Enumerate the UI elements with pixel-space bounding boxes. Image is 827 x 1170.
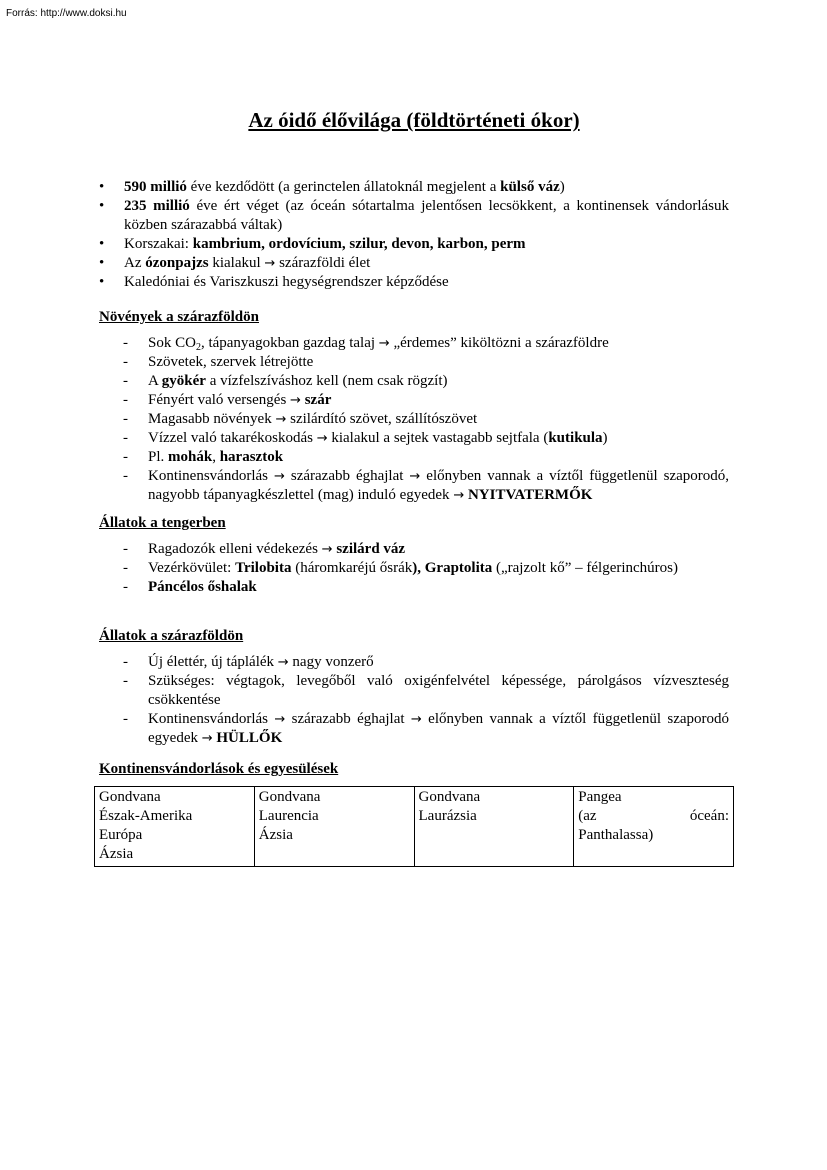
text: ) (559, 179, 565, 195)
list-item: - Magasabb növények → szilárdító szövet, szállítószövet (99, 410, 729, 429)
list-item: - Fényért való versengés → szár (99, 391, 729, 410)
source-note: Forrás: http://www.doksi.hu (6, 8, 127, 19)
arrow-icon: → (409, 469, 421, 484)
plants-list (99, 334, 729, 505)
text: Az (124, 255, 146, 271)
list-item: - Vízzel való takarékoskodás → kialakul a sejtek vastagabb sejtfala (kutikula) (99, 429, 729, 448)
arrow-icon: → (453, 488, 465, 503)
list-item: - Új élettér, új táplálék → nagy vonzerő (99, 653, 729, 672)
arrow-icon: → (201, 731, 213, 746)
bold-text: 590 millió (124, 179, 187, 195)
page-title: Az óidő élővilága (földtörténeti ókor) (248, 108, 580, 132)
list-item: - Vezérkövület: Trilobita (háromkaréjú ősrák), Graptolita („rajzolt kő” – félgerinchúros) (99, 559, 729, 578)
bold-text: kambrium, ordovícium, szilur, devon, karbon, perm (192, 236, 526, 252)
bullet-item (99, 273, 729, 292)
arrow-icon: → (378, 336, 390, 351)
list-item: - Szövetek, szervek létrejötte (99, 353, 729, 372)
plants-section (99, 308, 729, 505)
arrow-icon: → (275, 412, 287, 427)
arrow-icon: → (274, 712, 286, 727)
arrow-icon: → (264, 256, 276, 271)
bullet-item (99, 254, 729, 273)
arrow-icon: → (316, 431, 328, 446)
text: Korszakai: (124, 236, 193, 252)
text: kialakul (208, 255, 265, 271)
list-item: - Páncélos őshalak (99, 578, 729, 597)
text: éve ért véget (az óceán sótartalma jelentősen lecsökkent, a kontinensek vándorlásuk közben szárazabbá váltak) (124, 198, 729, 233)
arrow-icon: → (410, 712, 422, 727)
section-title: Növények a szárazföldön (99, 309, 259, 325)
intro-bullet-list (99, 178, 729, 292)
arrow-icon: → (277, 655, 289, 670)
sea-animals-section (99, 514, 729, 597)
list-item: - Ragadozók elleni védekezés → szilárd váz (99, 540, 729, 559)
arrow-icon: → (321, 542, 333, 557)
sea-animals-list (99, 540, 729, 597)
continents-table (94, 786, 734, 867)
table-row (95, 787, 734, 867)
text: éve kezdődött (a gerinctelen állatoknál megjelent a (186, 179, 501, 195)
arrow-icon: → (273, 469, 285, 484)
list-item: - Szükséges: végtagok, levegőből való oxigénfelvétel képessége, párolgásos vízveszteség csökkentése (99, 672, 729, 710)
list-item: - Sok $CO_2$, tápanyagokban gazdag talaj → „érdemes” kiköltözni a szárazföldre (99, 334, 729, 353)
bold-text: ózonpajzs (145, 255, 209, 271)
continents-section (99, 760, 729, 779)
table-cell: Gondvana Laurázsia (414, 787, 574, 867)
list-item: - Pl. mohák, harasztok (99, 448, 729, 467)
table-cell: Gondvana Észak-Amerika Európa Ázsia (95, 787, 255, 867)
section-title: Állatok a szárazföldön (99, 628, 244, 644)
list-item: - Kontinensvándorlás → szárazabb éghajlat → előnyben vannak a víztől függetlenül szaporodó egyedek → HÜLLŐK (99, 710, 729, 748)
table-cell: Gondvana Laurencia Ázsia (254, 787, 414, 867)
bold-text: külső váz (500, 179, 560, 195)
bullet-item (99, 235, 729, 254)
table-cell: Pangea (az óceán: Panthalassa) (574, 787, 734, 867)
land-animals-list (99, 653, 729, 748)
text: Kaledóniai és Variszkuszi hegységrendszer képződése (124, 274, 449, 290)
list-item: - Kontinensvándorlás → szárazabb éghajlat → előnyben vannak a víztől függetlenül szaporodó, nagyobb tápanyagkészlettel (mag) induló egyedek → NYITVATERMŐK (99, 467, 729, 505)
section-title: Kontinensvándorlások és egyesülések (99, 761, 339, 777)
list-item: - A gyökér a vízfelszíváshoz kell (nem csak rögzít) (99, 372, 729, 391)
bold-text: 235 millió (124, 198, 190, 214)
bullet-item (99, 178, 729, 197)
arrow-icon: → (290, 393, 301, 408)
text: szárazföldi élet (275, 255, 371, 271)
land-animals-section (99, 627, 729, 748)
bullet-item (99, 197, 729, 235)
section-title: Állatok a tengerben (99, 515, 226, 531)
